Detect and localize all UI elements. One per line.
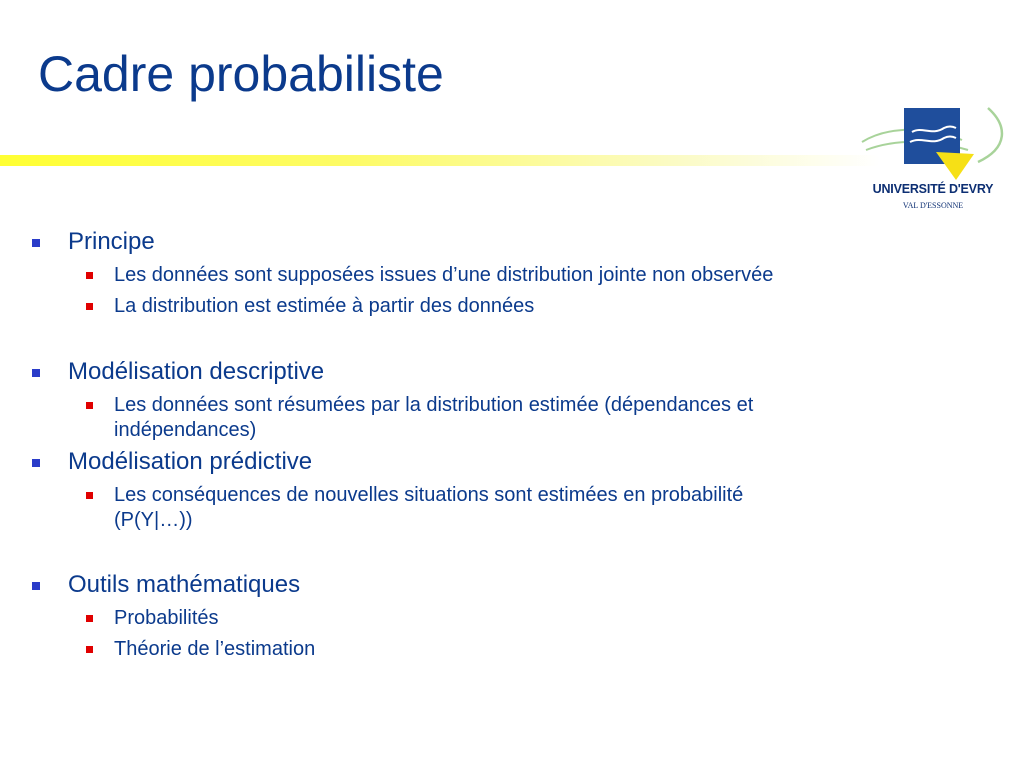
bullet-modelisation-descriptive: Modélisation descriptive xyxy=(68,358,325,385)
bullet-outils-mathematiques: Outils mathématiques xyxy=(68,571,301,598)
bullet-level2-icon xyxy=(86,646,93,653)
bullet-level2-icon xyxy=(86,492,93,499)
bullet-level2-icon xyxy=(86,272,93,279)
logo-subtitle: VAL D'ESSONNE xyxy=(902,201,964,210)
bullet-modelisation-predictive: Modélisation prédictive xyxy=(68,448,313,475)
bullet-level1-icon xyxy=(32,582,40,590)
sub-bullet: Les données sont résumées par la distribution estimée (dépendances et xyxy=(114,394,754,416)
sub-bullet: Les données sont supposées issues d’une distribution jointe non observée xyxy=(114,264,774,286)
logo-university-name: UNIVERSITÉ D'EVRY xyxy=(872,182,994,196)
bullet-level2-icon xyxy=(86,402,93,409)
sub-bullet: Théorie de l’estimation xyxy=(114,638,316,660)
sub-bullet-continuation: (P(Y|…)) xyxy=(114,509,193,531)
bullet-level1-icon xyxy=(32,239,40,247)
slide-title: Cadre probabiliste xyxy=(38,46,444,102)
bullet-level1-icon xyxy=(32,459,40,467)
sub-bullet-continuation: indépendances) xyxy=(114,419,257,441)
sub-bullet: Les conséquences de nouvelles situations sont estimées en probabilité xyxy=(114,484,744,506)
bullet-level2-icon xyxy=(86,303,93,310)
sub-bullet: La distribution est estimée à partir des données xyxy=(114,295,535,317)
bullet-principe: Principe xyxy=(68,228,155,255)
bullet-level2-icon xyxy=(86,615,93,622)
sub-bullet: Probabilités xyxy=(114,607,219,629)
bullet-level1-icon xyxy=(32,369,40,377)
